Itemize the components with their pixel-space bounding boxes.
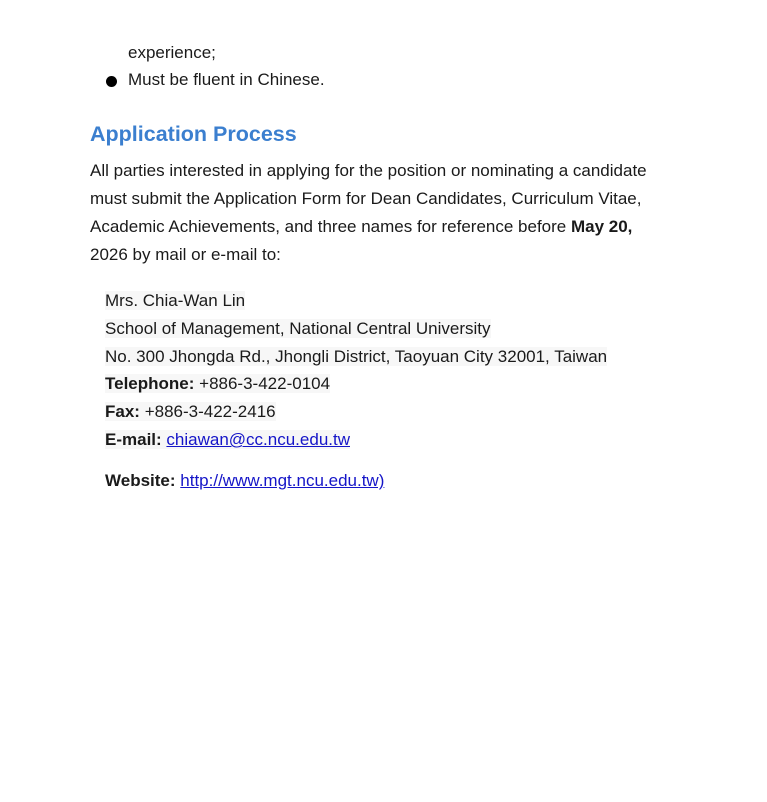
paragraph-line-2: must submit the Application Form for Dean Candidates, Curriculum Vitae, [90, 189, 642, 208]
contact-school: School of Management, National Central University [105, 318, 491, 338]
deadline-date: May 20, [570, 217, 633, 236]
paragraph-line-4 [90, 241, 700, 269]
paragraph-line-4-text: by mail or e-mail to: [127, 245, 281, 264]
bullet-item [106, 69, 325, 91]
section-heading: Application Process [90, 122, 297, 146]
contact-address: No. 300 Jhongda Rd., Jhongli District, Taoyuan City 32001, Taiwan [105, 346, 608, 366]
email-link[interactable]: chiawan@cc.ncu.edu.tw [166, 429, 350, 449]
contact-block [105, 287, 607, 454]
application-paragraph [90, 157, 700, 269]
website-line [105, 467, 384, 495]
contact-address-line [105, 343, 607, 371]
telephone-label: Telephone: [105, 374, 195, 394]
bullet-continuation: experience; [128, 43, 216, 62]
bullet-dot-icon [106, 76, 117, 87]
contact-telephone-line [105, 370, 607, 398]
email-label: E-mail: [105, 429, 162, 449]
contact-school-line [105, 315, 607, 343]
telephone-value: +886-3-422-0104 [194, 374, 331, 394]
paragraph-line-3 [90, 213, 700, 241]
paragraph-line-3-text: Academic Achievements, and three names for reference before [90, 217, 571, 236]
fax-label: Fax: [105, 402, 140, 422]
paragraph-line-1: All parties interested in applying for the position or nominating a candidate [90, 161, 647, 180]
deadline-year: 2026 [90, 245, 128, 264]
contact-fax-line [105, 398, 607, 426]
bullet-item-text: Must be fluent in Chinese. [128, 70, 325, 89]
contact-email-line [105, 426, 607, 454]
contact-name-line [105, 287, 607, 315]
contact-name: Mrs. Chia-Wan Lin [105, 291, 246, 310]
website-label: Website: [105, 471, 176, 490]
website-link[interactable]: http://www.mgt.ncu.edu.tw) [180, 471, 385, 490]
fax-value: +886-3-422-2416 [139, 402, 276, 422]
